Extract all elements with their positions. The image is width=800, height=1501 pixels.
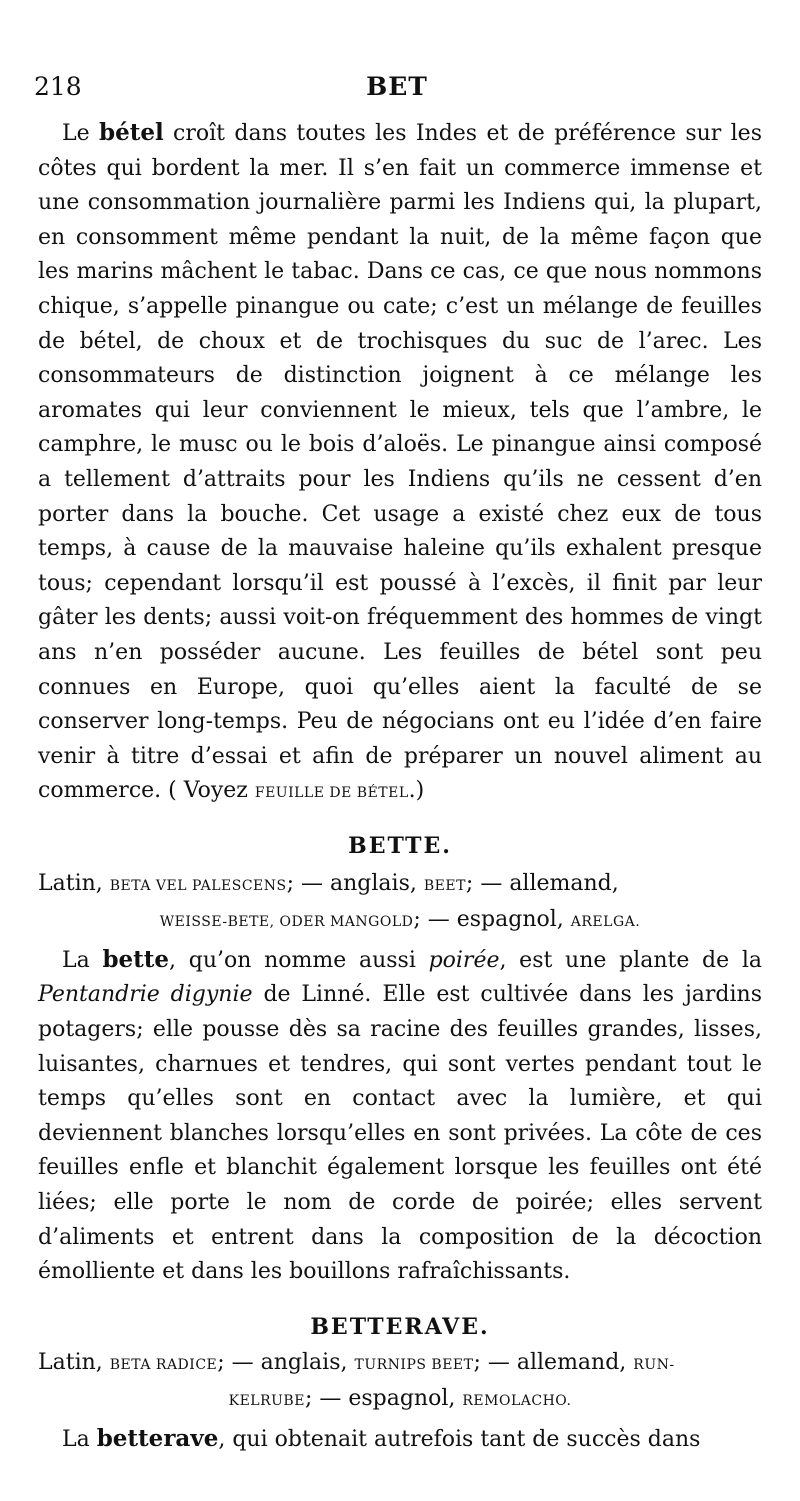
translations-betterave-line2	[38, 1382, 762, 1418]
entry-heading-betterave: BETTERAVE.	[310, 1313, 490, 1340]
entry-heading-bette: BETTE.	[348, 832, 452, 859]
text-span: ; — allemand,	[473, 1349, 634, 1375]
keyword-betel: bétel	[98, 119, 164, 146]
text-span: ; — anglais,	[217, 1349, 355, 1375]
text-span: ; — anglais,	[286, 870, 424, 896]
translations-bette-line2	[38, 903, 762, 939]
period: .	[566, 1392, 572, 1409]
text-span: Latin,	[38, 870, 110, 896]
paragraph-bette	[38, 943, 762, 1290]
text-span: ; — espagnol,	[304, 1385, 463, 1411]
text-span: , est une plante de la	[499, 947, 763, 973]
page-body	[38, 116, 762, 1457]
text-span: , qu’on nomme aussi	[169, 947, 429, 973]
text-span: croît dans toutes les Indes et de préférence sur les côtes qui bordent la mer. Il s’en fait un commerce immense et une consommation journalière parmi les Indiens qui, la plupart, en consomment même pendant la nuit, de la même façon que les marins mâchent le tabac. Dans ce cas, ce que nous nommons chique, s’appelle pinangue ou cate; c’est un mélange de feuilles de bétel, de choux et de trochisques du suc de l’arec. Les consommateurs de distinction joignent à ce mélange les aromates qui leur conviennent le mieux, tels que l’ambre, le camphre, le musc ou le bois d’aloës. Le pinangue ainsi composé a tellement d’attraits pour les Indiens qu’ils ne cessent d’en porter dans la bouche. Cet usage a existé chez eux de tous temps, à cause de la mauvaise haleine qu’ils exhalent presque tous; cependant lorsqu’il est poussé à l’excès, il finit par leur gâter les dents; aussi voit-on fréquemment des hommes de vingt ans n’en posséder aucune. Les feuilles de bétel sont peu connues en Europe, quoi qu’elles aient la faculté de se conserver long-temps. Peu de négocians ont eu l’idée d’en faire venir à titre d’essai et afin de préparer un nouvel aliment au commerce. ( Voyez	[38, 121, 762, 804]
english-name: TURNIPS BEET	[354, 1356, 474, 1373]
translations-bette-line1	[38, 867, 762, 903]
period: .	[635, 913, 641, 930]
text-span: Latin,	[38, 1349, 110, 1375]
german-name-part: RUN-	[633, 1356, 675, 1373]
running-head: BET	[366, 72, 428, 101]
keyword-betterave: betterave	[96, 1424, 219, 1452]
german-name-part: KELRUBE	[228, 1392, 305, 1409]
text-span: ; — espagnol,	[413, 906, 571, 932]
text-span: , qui obtenait autrefois tant de succès dans	[218, 1426, 701, 1452]
translations-betterave-line1	[38, 1346, 762, 1382]
english-name: BEET	[423, 877, 466, 894]
cross-reference: FEUILLE DE BÉTEL	[254, 785, 409, 802]
text-span: Le	[62, 121, 99, 146]
italic-term: Pentandrie digynie	[38, 982, 253, 1008]
page-number: 218	[34, 72, 82, 101]
text-span: de Linné. Elle est cultivée dans les jardins potagers; elle pousse dès sa racine des feuilles grandes, lisses, luisantes, charnues et tendres, qui sont vertes pendant tout le temps qu’elles sont en contact avec la lumière, et qui deviennent blanches lorsqu’elles en sont privées. La côte de ces feuilles enfle et blanchit également lorsque les feuilles ont été liées; elle porte le nom de corde de poirée; elles servent d’aliments et entrent dans la composition de la décoction émolliente et dans les bouillons rafraîchissants.	[38, 982, 762, 1285]
keyword-bette: bette	[102, 945, 170, 973]
paragraph-betterave	[38, 1422, 762, 1458]
latin-name: BETA RADICE	[109, 1356, 218, 1373]
italic-term: poirée	[428, 947, 500, 973]
text-span: La	[62, 1426, 97, 1452]
paragraph-betel	[38, 116, 762, 811]
spanish-name: REMOLACHO	[462, 1392, 567, 1409]
spanish-name: ARELGA	[570, 913, 636, 930]
text-span: ; — allemand,	[465, 870, 619, 896]
text-span: .)	[408, 778, 425, 804]
text-span: La	[62, 947, 103, 973]
latin-name: BETA VEL PALESCENS	[109, 877, 287, 894]
german-name: WEISSE-BETE, ODER MANGOLD	[159, 913, 414, 930]
